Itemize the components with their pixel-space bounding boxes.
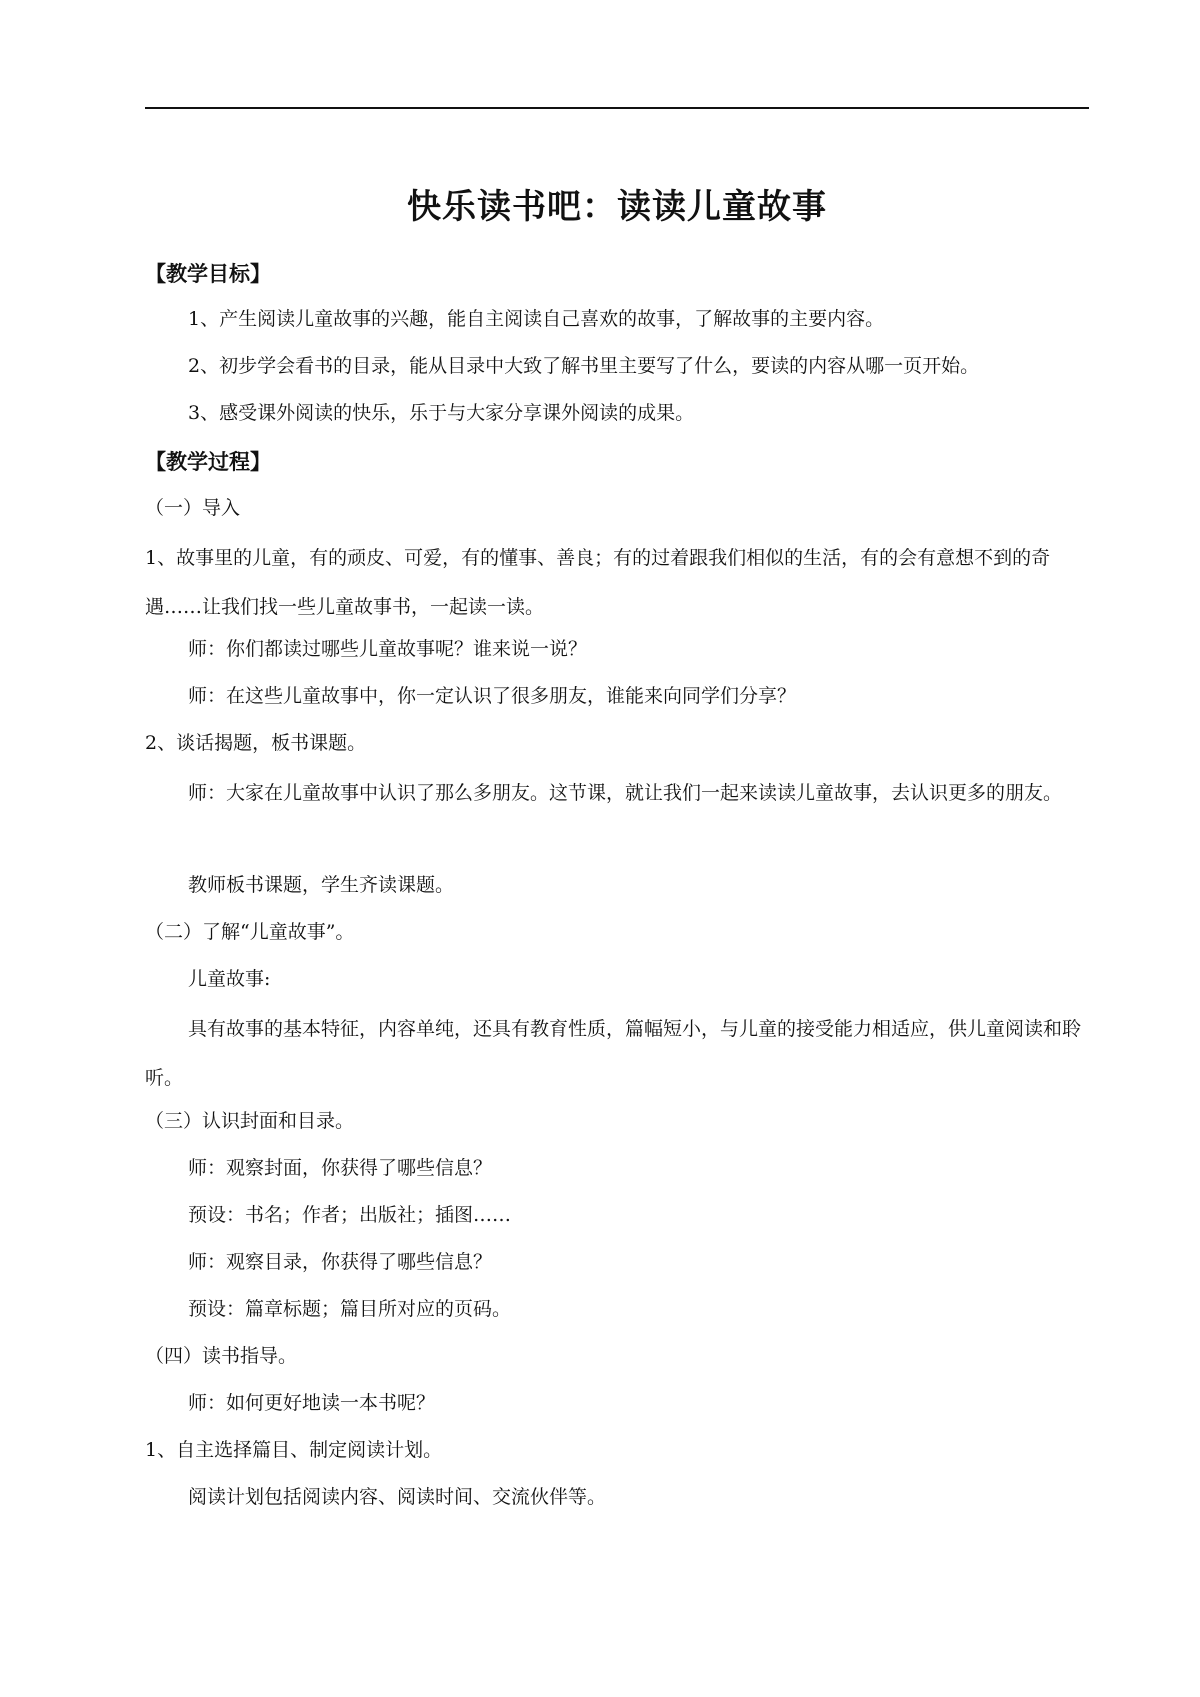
section1-item1-paragraph: 1、故事里的儿童，有的顽皮、可爱，有的懂事、善良；有的过着跟我们相似的生活，有的会有意想不到的奇遇……让我们找一些儿童故事书，一起读一读。 [145, 547, 1051, 618]
toc-answer: 预设：篇章标题；篇目所对应的页码。 [188, 1298, 512, 1320]
section4-heading: （四）读书指导。 [145, 1345, 298, 1367]
objective-item-3: 3、感受课外阅读的快乐，乐于与大家分享课外阅读的成果。 [188, 402, 695, 424]
cover-answer: 预设：书名；作者；出版社；插图…… [188, 1204, 512, 1226]
definition-paragraph: 具有故事的基本特征，内容单纯，还具有教育性质，篇幅短小，与儿童的接受能力相适应，供儿童阅读和聆听。 [145, 1018, 1082, 1089]
teacher-question-1: 师：你们都读过哪些儿童故事呢？谁来说一说？ [188, 638, 588, 660]
teacher-question-2: 师：在这些儿童故事中，你一定认识了很多朋友，谁能来向同学们分享？ [188, 685, 797, 707]
objectives-heading: 【教学目标】 [145, 261, 271, 286]
header-rule [145, 107, 1089, 109]
term-label: 儿童故事: [188, 968, 271, 990]
section1-item2: 2、谈话揭题，板书课题。 [145, 732, 367, 754]
board-note: 教师板书课题，学生齐读课题。 [188, 874, 455, 896]
objective-item-2: 2、初步学会看书的目录，能从目录中大致了解书里主要写了什么，要读的内容从哪一页开始。 [188, 355, 980, 377]
document-title: 快乐读书吧：读读儿童故事 [407, 187, 827, 227]
section1-heading: （一）导入 [145, 497, 241, 519]
teacher-question-3-paragraph: 师：大家在儿童故事中认识了那么多朋友。这节课，就让我们一起来读读儿童故事，去认识更多的朋友。 [188, 782, 1063, 804]
reading-question: 师：如何更好地读一本书呢？ [188, 1392, 436, 1414]
cover-question: 师：观察封面，你获得了哪些信息？ [188, 1157, 493, 1179]
objective-item-1: 1、产生阅读儿童故事的兴趣，能自主阅读自己喜欢的故事，了解故事的主要内容。 [188, 308, 885, 330]
toc-question: 师：观察目录，你获得了哪些信息？ [188, 1251, 493, 1273]
reading-plan-note: 阅读计划包括阅读内容、阅读时间、交流伙伴等。 [188, 1486, 607, 1508]
process-heading: 【教学过程】 [145, 449, 271, 474]
section2-heading: （二）了解“儿童故事”。 [145, 921, 355, 943]
section3-heading: （三）认识封面和目录。 [145, 1110, 355, 1132]
section4-item1: 1、自主选择篇目、制定阅读计划。 [145, 1439, 443, 1461]
